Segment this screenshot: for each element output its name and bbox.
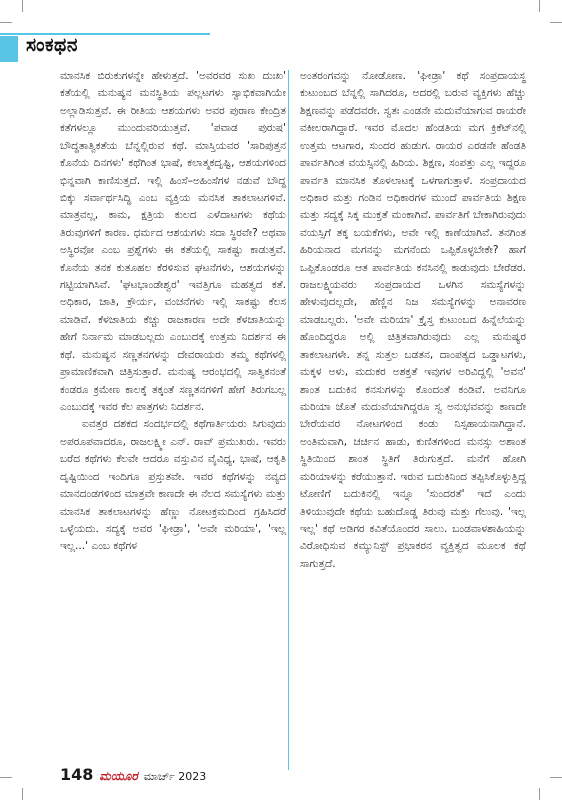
issue-date: ಮಾರ್ಚ್ 2023 xyxy=(143,770,207,783)
crop-mark xyxy=(22,0,23,12)
paragraph: ಅಂತರಂಗವನ್ನು ನೋಡೋಣ. 'ಘೀಡ್ರಾ' ಕಥೆ ಸಂಪ್ರದಾಯಸ್ಥ ಕುಟುಂಬದ ಬೆನ್ನಲ್ಲಿ ಸಾಗಿದರೂ, ಅದರಲ್ಲಿ ಬರುವ ವ್ಯಕ್ತಿಗಳು ಹೆಚ್ಚು ಶಿಕ್ಷಣವನ್ನು ಪಡೆದವರೇ. ಸ್ವತಃ ಎಂಡನೇ ಮದುವೆಯಾಗುವ ರಾಯರೇ ವಕೀಲರಾಗಿದ್ದಾರೆ. ಇವರ ಮೊದಲ ಹೆಂಡತಿಯ ಮಗ ಕ್ರಿಕೆಟ್‌ನಲ್ಲಿ ಉತ್ತಮ ಆಟಗಾರ, ಸುಂದರ ಹುಡುಗ. ರಾಯರ ಎರಡನೇ ಹೆಂಡತಿ ಪಾರ್ವತಿಗಿಂತ ವಯಸ್ಸಿನಲ್ಲಿ ಹಿರಿಯ. ಶಿಕ್ಷಣ, ಸಂಪತ್ತು ಎಲ್ಲ ಇದ್ದರೂ ಪಾರ್ವತಿ ಮಾನಸಿಕ ತೊಳಲಾಟಕ್ಕೆ ಒಳಗಾಗುತ್ತಾಳೆ. ಸಂಪ್ರದಾಯದ ಅಧಿಕಾರ ಮತ್ತು ಗಂಡಿನ ಅಧಿಕಾರಗಳ ಮುಂದೆ ಪಾರ್ವತಿಯ ಶಿಕ್ಷಣ ಮತ್ತು ಸದ್ಯಕ್ಕೆ ಸಿಕ್ಕ ಮುಕ್ತತೆ ಮಂಕಾಗಿವೆ. ಪಾರ್ವತಿಗೆ ಬೇಕಾಗಿರುವುದು ವಯಸ್ಸಿಗೆ ತಕ್ಕ ಬಯಕೆಗಳು, ಅವೇ ಇಲ್ಲಿ ಕಾಣೆಯಾಗಿವೆ. ತನಗಿಂತ ಹಿರಿಯನಾದ ಮಗನನ್ನು ಮಗನೆಂದು ಒಪ್ಪಿಕೊಳ್ಳಬೇಕೇ? ಹಾಗೆ ಒಪ್ಪಿಕೊಂಡರೂ ಆತ ಪಾರ್ವತಿಯ ಕನಸಿನಲ್ಲಿ ಕಾಡುವುದು ಬೇರೆಡರ. ರಾಜಲಕ್ಷ್ಮಿಯವರು ಸಂಪ್ರದಾಯದ ಒಳಗಿನ ಸಮಸ್ಯೆಗಳನ್ನು ಹೇಳುವುದಲ್ಲದೇ, ಹೆಣ್ಣಿನ ನಿಜ ಸಮಸ್ಯೆಗಳನ್ನು ಅನಾವರಣ ಮಾಡಬಲ್ಲರು. 'ಅವೇ ಮರಿಯಾ' ಕ್ರೈಸ್ತ ಕುಟುಂಬದ ಹಿನ್ನೆಲೆಯನ್ನು ಹೊಂದಿದ್ದರೂ ಅಲ್ಲಿ ಚಿತ್ರಿತವಾಗಿರುವುದು ಎಲ್ಲ ಮನುಷ್ಯರ ತಾಕಲಾಟಗಳೇ. ತನ್ನ ಸುತ್ತಲ ಬಡತನ, ದಾಂಪತ್ಯದ ಒಡ್ಡಾಟಗಳು, ಮಕ್ಕಳ ಅಳು, ಮದುಕರ ಅಶಕ್ತತೆ ಇವುಗಳ ಅರಿವಿದ್ದಲ್ಲಿ 'ಅವನ' ಶಾಂತ ಬದುಕಿನ ಕನಸುಗಳನ್ನು ಕೊಂದಂತೆ ಕಂಡಿವೆ. ಅವನಿಗೂ ಮರಿಯಾ ಜೊತೆ ಮದುವೆಯಾಗಿದ್ದರೂ ಸ್ವ ಅನುಭವವನ್ನು ಕಾಣದೇ ಬೇರೆಯವರ ನೋಟಗಳಿಂದ ಕಂಡು ನಿಸ್ಸಹಾಯನಾಗಿದ್ದಾನೆ. ಅಂತಿಮವಾಗಿ, ಚರ್ಚಿನ ಹಾಡು, ಕುಣಿತಗಳಿಂದ ಮನಸ್ಸು ಅಶಾಂತ ಸ್ಥಿತಿಯಿಂದ ಶಾಂತ ಸ್ಥಿತಿಗೆ ತಿರುಗುತ್ತದೆ. ಮನೆಗೆ ಹೋಗಿ ಮರಿಯಾಳನ್ನು ಕರೆಯುತ್ತಾನೆ. ಇರುವ ಬದುಕಿನಿಂದ ತಪ್ಪಿಸಿಕೊಳ್ಳುತ್ತಿದ್ದ ಟೋಣಿಗೆ ಬದುಕಿನಲ್ಲಿ ಇನ್ನೂ 'ಸುಂದರತೆ' ಇದೆ ಎಂದು ತಿಳಿಯುವುದೇ ಕಥೆಯ ಬಹುದೊಡ್ಡ ತಿರುವು ಮತ್ತು ಗೆಲುವು. 'ಇಲ್ಲ ಇಲ್ಲ' ಕಥೆ ಅಡಿಗರ ಕವಿತೆಯೊಂದರ ಸಾಲು. ಬಂಡವಾಳಶಾಹಿಯನ್ನು ವಿರೋಧಿಸುವ ಕಮ್ಯುನಿಸ್ಟ್ ಪ್ರಭಾಕರನ ವ್ಯಕ್ತಿತ್ವದ ಮೂಲಕ ಕಥೆ ಸಾಗುತ್ತದೆ. xyxy=(300,70,526,570)
crop-mark xyxy=(22,788,23,800)
paragraph: ಐವತ್ತರ ದಶಕದ ಸಂದರ್ಭದಲ್ಲಿ ಕಥೆಗಾರ್ತಿಯರು ಸಿಗುವುದು ಅಪರೂಪವಾದರೂ, ರಾಜಲಕ್ಷ್ಮೀ ಎನ್. ರಾವ್ ಪ್ರಮುಖರು. ಇವರು ಬರೆದ ಕಥೆಗಳು ಕೆಲವೇ ಆದರೂ ವಸ್ತುವಿನ ವೈವಿಧ್ಯ, ಭಾಷೆ, ಆಕೃತಿ ದೃಷ್ಟಿಯಿಂದ ಇಂದಿಗೂ ಪ್ರಸ್ತುತವೇ. ಇವರ ಕಥೆಗಳನ್ನು ನವ್ಯದ ಮಾನದಂಡಗಳಿಂದ ಮಾತ್ರವೇ ಕಾಣದೇ ಈ ನೆಲದ ಸಮಸ್ಯೆಗಳು ಮತ್ತು ಮಾನಸಿಕ ತಾಕಲಾಟಗಳನ್ನು ಹೆಣ್ಣು ನೋಟಕ್ರಮದಿಂದ ಗ್ರಹಿಸಿದರೆ ಒಳ್ಳೆಯದು. ಸದ್ಯಕ್ಕೆ ಅವರ 'ಘೀಡ್ರಾ', 'ಅವೇ ಮರಿಯಾ', 'ಇಲ್ಲ ಇಲ್ಲ...' ಎಂಬ ಕಥೆಗಳ xyxy=(60,418,286,553)
header-accent-bar xyxy=(0,36,18,62)
paragraph: ಮಾನಸಿಕ ಬಿರುಕುಗಳನ್ನೇ ಹೇಳುತ್ತದೆ. 'ಅವರವರ ಸುಖ ದುಃಖ' ಕತೆಯಲ್ಲಿ ಮನುಷ್ಯನ ಮನಸ್ಥಿತಿಯ ಪಲ್ಲಟಗಳು ಸ್ವಾಭಿಕವಾಗಿಯೇ ಅಲ್ಲಾಡಿಸುತ್ತವೆ. ಈ ರೀತಿಯ ಆಶಯಗಳು ಅವರ ಪುರಾಣ ಕೇಂದ್ರಿತ ಕತೆಗಳಲ್ಲೂ ಮುಂದುವರಿಯುತ್ತವೆ. 'ಪವಾಡ ಪುರುಷ' ಬೌದ್ಧತಾತ್ವಿಕತೆಯ ಬೆನ್ನಲ್ಲಿರುವ ಕಥೆ. ಮಾಸ್ತಿಯವರ 'ಸಾರಿಪುತ್ತನ ಕೊನೆಯ ದಿನಗಳು' ಕಥೆಗಿಂತ ಭಾಷೆ, ಕಲಾತ್ಮಕದೃಷ್ಟಿ, ಆಶಯಗಳಿಂದ ಭಿನ್ನವಾಗಿ ಕಾಣಿಸುತ್ತದೆ. ಇಲ್ಲಿ ಹಿಂಸೆ–ಅಹಿಂಸೆಗಳ ನಡುವೆ ಬೌದ್ಧ ಬಿಕ್ಕು ಸರ್ವಾರ್ಥಸಿದ್ಧಿ ಎಂಬ ವ್ಯಕ್ತಿಯ ಮನಸಿಕ ತಾಕಲಾಟಗಳಿವೆ. ಮಾತ್ರವಲ್ಲ, ಕಾಮ, ಕ್ಷತ್ರಿಯ ಕುಲದ ಎಳೆದಾಟಗಳು ಕಥೆಯ ತಿರುವುಗಳಿಗೆ ಕಾರಣ. ಧರ್ಮದ ಆಶಯಗಳು ಸದಾ ಸ್ಥಿರವೇ? ಅಥವಾ ಅಸ್ಥಿರವೋ ಎಂಬ ಪ್ರಶ್ನೆಗಳು ಈ ಕತೆಯಲ್ಲಿ ಸಾಕಷ್ಟು ಕಾಡುತ್ತವೆ. ಕೊನೆಯ ತನಕ ಕುತೂಹಲ ಕೆರಳಿಸುವ ಘಟನೆಗಳು, ಆಶಯಗಳನ್ನು ಗಟ್ಟಿಯಾಗಿಸಿವೆ. 'ಘಟಭಾಂಡೇಶ್ವರ' ಇವತ್ತಿಗೂ ಮಹತ್ವದ ಕತೆ. ಅಧಿಕಾರ, ಜಾತಿ, ಕ್ರೌರ್ಯ, ವಂಚನೆಗಳು ಇಲ್ಲಿ ಸಾಕಷ್ಟು ಕೆಲಸ ಮಾಡಿವೆ. ಕೆಳಜಾತಿಯ ಕೆಚ್ಚು ರಾಜಕಾರಣ ಅದೇ ಕೆಳಜಾತಿಯನ್ನು ಹೇಗೆ ನಿರ್ನಾಮ ಮಾಡಬಲ್ಲದು ಎಂಬುದಕ್ಕೆ ಉತ್ತಮ ನಿದರ್ಶನ ಈ ಕಥೆ. ಮನುಷ್ಯನ ಸಣ್ಣತನಗಳನ್ನು ದೇವರಾಯರು ತಮ್ಮ ಕಥೆಗಳಲ್ಲಿ ಪ್ರಾಮಾಣಿಕವಾಗಿ ಚಿತ್ರಿಸುತ್ತಾರೆ. ಮನುಷ್ಯ ಆರಂಭದಲ್ಲಿ ಸಾತ್ವಿಕನಂತೆ ಕಂಡರೂ ಕ್ರಮೇಣ ಕಾಲಕ್ಕೆ ತಕ್ಕಂತೆ ಸಣ್ಣತನಗಳಿಗೆ ಹೇಗೆ ತಿರುಗಬಲ್ಲ ಎಂಬುದಕ್ಕೆ ಇವರ ಕೆಲ ಪಾತ್ರಗಳು ನಿದರ್ಶನ. xyxy=(60,70,286,414)
crop-mark xyxy=(0,777,12,778)
column-divider xyxy=(288,70,289,770)
crop-mark xyxy=(539,788,540,800)
crop-mark xyxy=(0,22,12,23)
page-number: 148 xyxy=(60,765,94,784)
right-column xyxy=(300,68,526,573)
left-column xyxy=(60,68,286,556)
crop-mark xyxy=(539,0,540,12)
section-title: ಸಂಕಥನ xyxy=(26,34,78,56)
crop-mark xyxy=(550,777,562,778)
page-footer xyxy=(60,765,206,784)
crop-mark xyxy=(550,22,562,23)
magazine-logo: ಮಯೂರ xyxy=(99,769,138,783)
